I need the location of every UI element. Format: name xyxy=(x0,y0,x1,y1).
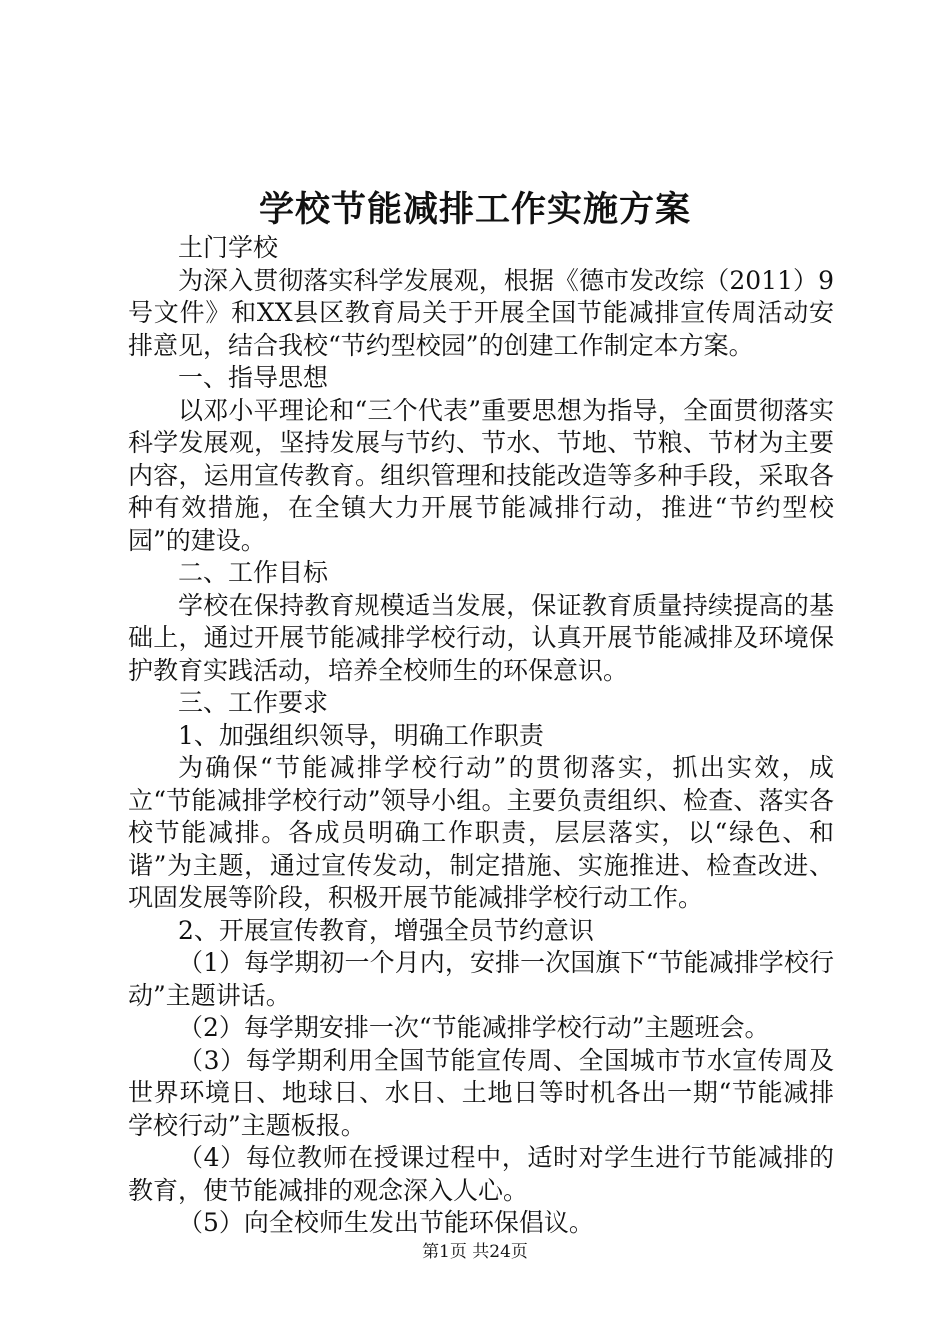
section-heading-work-requirements: 三、工作要求 xyxy=(178,688,329,717)
list-item: （4）每位教师在授课过程中，适时对学生进行节能减排的教育，使节能减排的观念深入人心。 xyxy=(128,1143,834,1205)
page-number: 第1页 共24页 xyxy=(422,1242,528,1262)
list-item: （5）向全校师生发出节能环保倡议。 xyxy=(178,1208,594,1237)
subsection-heading-leadership: 1、加强组织领导，明确工作职责 xyxy=(178,720,544,750)
section-heading-guiding-thought: 一、指导思想 xyxy=(178,363,329,392)
section-heading-work-goal: 二、工作目标 xyxy=(178,558,329,587)
guiding-thought-paragraph: 以邓小平理论和“三个代表”重要思想为指导，全面贯彻落实科学发展观，坚持发展与节约、节水、节地、节粮、节材为主要内容，运用宣传教育。组织管理和技能改造等多种手段，采取各种有效措施，在全镇大力开展节能减排行动，推进“节约型校园”的建设。 xyxy=(128,395,834,555)
leadership-paragraph: 为确保“节能减排学校行动”的贯彻落实，抓出实效，成立“节能减排学校行动”领导小组。主要负责组织、检查、落实各校节能减排。各成员明确工作职责，层层落实，以“绿色、和谐”为主题，通过宣传发动，制定措施、实施推进、检查改进、巩固发展等阶段，积极开展节能减排学校行动工作。 xyxy=(128,753,834,912)
list-item: （1）每学期初一个月内，安排一次国旗下“节能减排学校行动”主题讲话。 xyxy=(128,948,834,1010)
subsection-heading-publicity: 2、开展宣传教育，增强全员节约意识 xyxy=(178,915,594,945)
author-line: 土门学校 xyxy=(178,233,279,262)
list-item: （3）每学期利用全国节能宣传周、全国城市节水宣传周及世界环境日、地球日、水日、土地日等时机各出一期“节能减排学校行动”主题板报。 xyxy=(128,1045,834,1140)
work-goal-paragraph: 学校在保持教育规模适当发展，保证教育质量持续提高的基础上，通过开展节能减排学校行动，认真开展节能减排及环境保护教育实践活动，培养全校师生的环保意识。 xyxy=(128,590,834,685)
document-title: 学校节能减排工作实施方案 xyxy=(258,189,691,230)
intro-paragraph: 为深入贯彻落实科学发展观，根据《德市发改综（2011）9号文件》和XX县区教育局关于开展全国节能减排宣传周活动安排意见，结合我校“节约型校园”的创建工作制定本方案。 xyxy=(128,265,834,360)
document-body xyxy=(128,232,834,1240)
list-item: （2）每学期安排一次“节能减排学校行动”主题班会。 xyxy=(178,1013,770,1042)
